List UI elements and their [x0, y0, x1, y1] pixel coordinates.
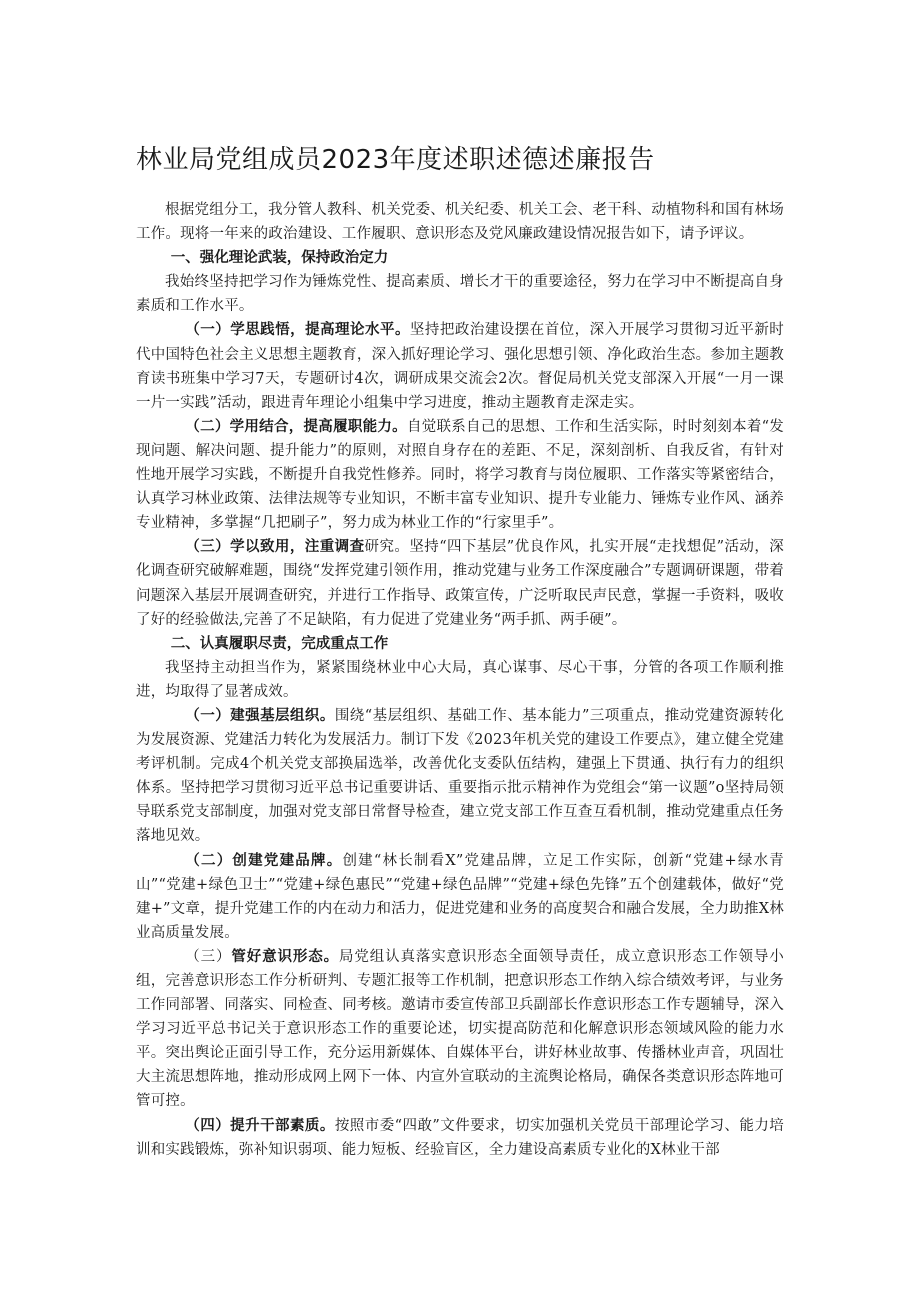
document-body: [136, 198, 784, 1162]
section-1-heading: 一、强化理论武装，保持政治定力: [170, 250, 389, 267]
section-2-item-4-text: 按照市委“四敢”文件要求，切实加强机关党员干部理论学习、能力培训和实践锻炼，弥补知识弱项、能力短板、经验盲区，全力建设高素质专业化的X林业干部: [136, 1117, 784, 1158]
section-2-item-3-text: 局党组认真落实意识形态全面领导责任，成立意识形态工作领导小组，完善意识形态工作分析研判、专题汇报等工作机制，把意识形态工作纳入综合绩效考评，与业务工作同部署、同落实、同检查、同考核。邀请市委宣传部卫兵副部长作意识形态工作专题辅导，深入学习习近平总书记关于意识形态工作的重要论述，切实提高防范和化解意识形态领域风险的能力水平。突出舆论正面引导工作，充分运用新媒体、自媒体平台，讲好林业故事、传播林业声音，巩固壮大主流思想阵地，推动形成网上网下一体、内宣外宣联动的主流舆论格局，确保各类意识形态阵地可管可控。: [136, 948, 784, 1110]
section-1-item-3-text: 研究。坚持“四下基层”优良作风，扎实开展“走找想促”活动，深化调查研究破解难题，围绕“发挥党建引领作用，推动党建与业务工作深度融合”专题调研课题，带着问题深入基层开展调查研究，并进行工作指导、政策宣传，广泛听取民声民意，掌握一手资料，吸收了好的经验做法,完善了不足缺陷，有力促进了党建业务“两手抓、两手硬”。: [136, 539, 784, 628]
section-2-item-1-text: 围绕“基层组织、基础工作、基本能力”三项重点，推动党建资源转化为发展资源、党建活力转化为发展活力。制订下发《2023年机关党的建设工作要点》，建立健全党建考评机制。完成4个机关党支部换届选举，改善优化支委队伍结构，建强上下贯通、执行有力的组织体系。坚持把学习贯彻习近平总书记重要讲话、重要指示批示精神作为党组会“第一议题”o坚持局领导联系党支部制度，加强对党支部日常督导检查，建立党支部工作互查互看机制，推动党建重点任务落地见效。: [136, 707, 784, 845]
section-1-item-1-text: 坚持把政治建设摆在首位，深入开展学习贯彻习近平新时代中国特色社会主义思想主题教育，深入抓好理论学习、强化思想引领、净化政治生态。参加主题教育读书班集中学习7天，专题研讨4次，调研成果交流会2次。督促局机关党支部深入开展“一月一课一片一实践”活动，跟进青年理论小组集中学习进度，推动主题教育走深走实。: [136, 322, 785, 411]
section-2-item-3-title: 管好意识形态。: [231, 947, 339, 965]
document-title: 林业局党组成员2023年度述职述德述廉报告: [136, 145, 655, 175]
section-1-item-2-title: （二）学用结合，提高履职能力。: [185, 417, 407, 435]
section-2-item-1: [136, 704, 784, 849]
section-1-item-3-title: （三）学以致用，注重调查: [185, 538, 365, 556]
section-1-item-2: [136, 415, 784, 535]
section-2-item-2: [136, 849, 784, 945]
section-2-heading: 二、认真履职尽责，完成重点工作: [170, 635, 389, 652]
section-1-item-3: [136, 535, 784, 631]
section-2-item-3: [136, 945, 784, 1114]
section-2-item-2-title: （二）创建党建品牌。: [185, 851, 343, 869]
section-2-item-4-title: （四）提升干部素质。: [185, 1116, 335, 1134]
section-1-item-1-title: （一）学思践悟，提高理论水平。: [185, 321, 410, 339]
intro-paragraph: 根据党组分工，我分管人教科、机关党委、机关纪委、机关工会、老干科、动植物科和国有林场工作。现将一年来的政治建设、工作履职、意识形态及党风廉政建设情况报告如下，请予评议。: [136, 202, 784, 243]
section-2-lead: 我坚持主动担当作为，紧紧围绕林业中心大局，真心谋事、尽心干事，分管的各项工作顺利推进，均取得了显著成效。: [136, 659, 784, 700]
section-2-item-4: [136, 1114, 784, 1162]
section-1-item-1: [136, 318, 784, 414]
section-1-lead: 我始终坚持把学习作为锤炼党性、提高素质、增长才干的重要途径，努力在学习中不断提高自身素质和工作水平。: [136, 274, 784, 315]
section-2-item-3-number: （三）: [185, 948, 232, 965]
section-2-item-1-title: （一）建强基层组织。: [185, 706, 335, 724]
section-1-item-2-text: 自觉联系自己的思想、工作和生活实际，时时刻刻本着“发现问题、解决问题、提升能力”的原则，对照自身存在的差距、不足，深刻剖析、自我反省，有针对性地开展学习实践，不断提升自我党性修养。同时，将学习教育与岗位履职、工作落实等紧密结合，认真学习林业政策、法律法规等专业知识，不断丰富专业知识、提升专业能力、锤炼专业作风、涵养专业精神，多掌握“几把刷子”，努力成为林业工作的“行家里手”。: [136, 418, 784, 532]
section-2-item-2-text: 创建“林长制看X”党建品牌，立足工作实际，创新“党建+绿水青山”“党建+绿色卫士”“党建+绿色惠民”“党建+绿色品牌”“党建+绿色先锋”五个创建载体，做好“党建+”文章，提升党建工作的内在动力和活力，促进党建和业务的高度契合和融合发展，全力助推X林业高质量发展。: [136, 852, 785, 941]
